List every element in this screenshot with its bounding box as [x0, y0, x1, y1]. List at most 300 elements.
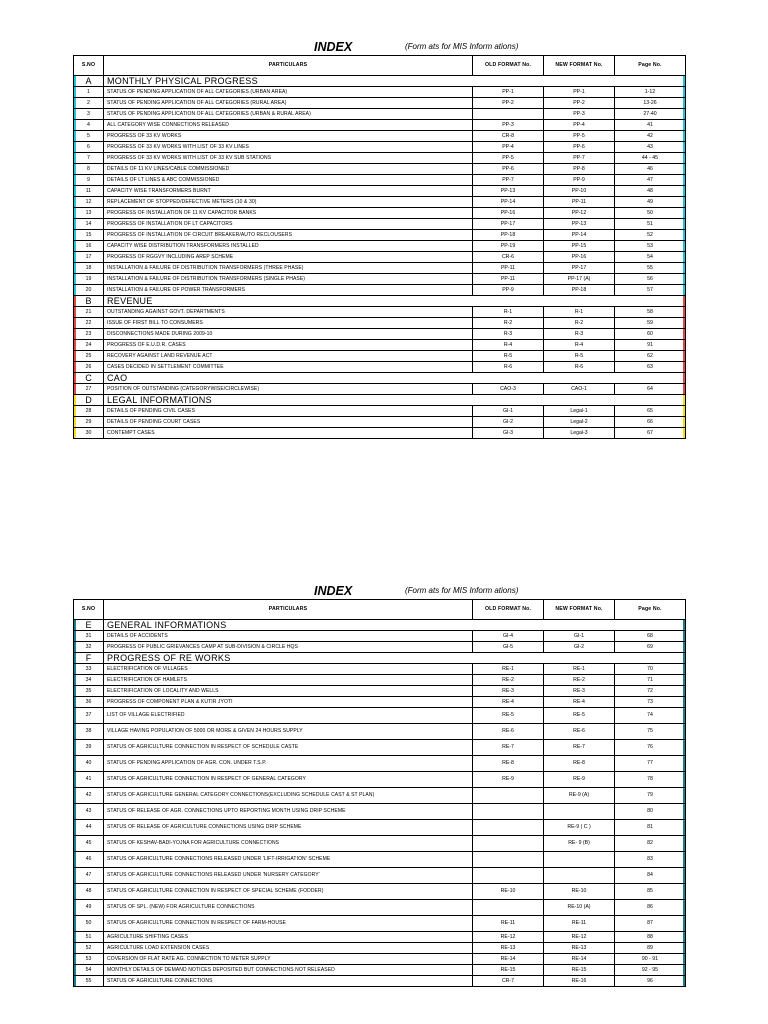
row-sno: 27 [74, 384, 104, 395]
row-sno: 47 [74, 868, 104, 884]
row-new-format: PP-18 [544, 285, 615, 296]
table-row [74, 153, 686, 164]
row-particulars: DETAILS OF LT LINES & ABC COMMISSIONED [104, 175, 473, 186]
table-row [74, 329, 686, 340]
row-sno: 11 [74, 186, 104, 197]
row-new-format: PP-15 [544, 241, 615, 252]
row-sno: 44 [74, 820, 104, 836]
row-sno: 38 [74, 724, 104, 740]
row-old-format: PP-11 [473, 263, 544, 274]
row-new-format: R-6 [544, 362, 615, 373]
row-particulars: STATUS OF AGRICULTURE CONNECTION IN RESPECT OF SPECIAL SCHEME (FODDER) [104, 884, 473, 900]
row-page-no: 90 - 91 [615, 954, 686, 965]
row-new-format: GI-1 [544, 631, 615, 642]
table-row [74, 916, 686, 932]
row-sno: 18 [74, 263, 104, 274]
row-page-no: 43 [615, 142, 686, 153]
row-particulars: RECOVERY AGAINST LAND REVENUE ACT [104, 351, 473, 362]
table-row [74, 164, 686, 175]
row-particulars: STATUS OF SPL. (NEW) FOR AGRICULTURE CONNECTIONS [104, 900, 473, 916]
row-old-format: RE-7 [473, 740, 544, 756]
table-row [74, 417, 686, 428]
row-old-format: CR-7 [473, 976, 544, 987]
row-old-format: R-2 [473, 318, 544, 329]
table-row [74, 428, 686, 439]
row-sno: 53 [74, 954, 104, 965]
row-particulars: LIST OF VILLAGE ELECTRIFIED [104, 708, 473, 724]
index-table-1 [73, 55, 686, 439]
row-new-format: CAO-1 [544, 384, 615, 395]
row-new-format: R-2 [544, 318, 615, 329]
row-particulars: REPLACEMENT OF STOPPED/DEFECTIVE METERS (10 & 30) [104, 197, 473, 208]
row-particulars: PROGRESS OF COMPONENT PLAN & KUTIR JYOTI [104, 697, 473, 708]
table-row [74, 954, 686, 965]
section-letter: B [74, 296, 104, 307]
row-new-format: Legal-3 [544, 428, 615, 439]
row-old-format: R-5 [473, 351, 544, 362]
row-old-format: RE-5 [473, 708, 544, 724]
row-page-no: 62 [615, 351, 686, 362]
row-sno: 43 [74, 804, 104, 820]
row-new-format: PP-6 [544, 142, 615, 153]
row-page-no: 48 [615, 186, 686, 197]
row-new-format: RE-8 [544, 756, 615, 772]
table-row [74, 263, 686, 274]
row-new-format: RE-6 [544, 724, 615, 740]
row-sno: 28 [74, 406, 104, 417]
row-page-no: 80 [615, 804, 686, 820]
row-new-format: RE-12 [544, 932, 615, 943]
row-particulars: INSTALLATION & FAILURE OF POWER TRANSFORMERS [104, 285, 473, 296]
row-page-no: 86 [615, 900, 686, 916]
header-old-format: OLD FORMAT No. [473, 600, 544, 620]
table-row [74, 664, 686, 675]
row-particulars: STATUS OF AGRICULTURE CONNECTIONS [104, 976, 473, 987]
row-new-format: PP-14 [544, 230, 615, 241]
row-particulars: STATUS OF AGRICULTURE CONNECTION IN RESPECT OF SCHEDULE CASTE [104, 740, 473, 756]
row-page-no: 52 [615, 230, 686, 241]
table-row [74, 708, 686, 724]
row-old-format [473, 868, 544, 884]
row-old-format: PP-2 [473, 98, 544, 109]
row-sno: 13 [74, 208, 104, 219]
row-old-format: RE-10 [473, 884, 544, 900]
row-old-format: PP-19 [473, 241, 544, 252]
table-header-row [74, 56, 686, 76]
row-particulars: STATUS OF AGRICULTURE GENERAL CATEGORY CONNECTIONS(EXCLUDING SCHEDULE CAST & ST PLAN) [104, 788, 473, 804]
row-sno: 21 [74, 307, 104, 318]
row-page-no: 41 [615, 120, 686, 131]
row-sno: 46 [74, 852, 104, 868]
table-row [74, 384, 686, 395]
row-new-format: RE-16 [544, 976, 615, 987]
row-new-format: PP-17 [544, 263, 615, 274]
row-old-format: RE-12 [473, 932, 544, 943]
table-header-row [74, 600, 686, 620]
row-sno: 41 [74, 772, 104, 788]
row-old-format: PP-6 [473, 164, 544, 175]
row-old-format [473, 788, 544, 804]
row-particulars: STATUS OF PENDING APPLICATION OF ALL CATEGORIES (URBAN AREA) [104, 87, 473, 98]
row-page-no: 59 [615, 318, 686, 329]
row-particulars: OUTSTANDING AGAINST GOVT. DEPARTMENTS [104, 307, 473, 318]
row-old-format: RE-8 [473, 756, 544, 772]
index-subtitle: (Form ats for MIS Inform ations) [405, 586, 519, 595]
row-new-format: R-1 [544, 307, 615, 318]
row-old-format: PP-3 [473, 120, 544, 131]
row-particulars: INSTALLATION & FAILURE OF DISTRIBUTION TRANSFORMERS (THREE PHASE) [104, 263, 473, 274]
row-new-format: RE-13 [544, 943, 615, 954]
row-old-format: PP-17 [473, 219, 544, 230]
row-old-format: RE-1 [473, 664, 544, 675]
row-page-no: 83 [615, 852, 686, 868]
table-row [74, 87, 686, 98]
table-row [74, 788, 686, 804]
section-letter: E [74, 620, 104, 631]
row-sno: 35 [74, 686, 104, 697]
table-row [74, 884, 686, 900]
row-particulars: STATUS OF PENDING APPLICATION OF ALL CATEGORIES (URBAN & RURAL AREA) [104, 109, 473, 120]
row-old-format [473, 900, 544, 916]
row-particulars: PROGRESS OF 33 KV WORKS WITH LIST OF 33 KV SUB STATIONS [104, 153, 473, 164]
row-new-format: Legal-1 [544, 406, 615, 417]
row-particulars: ELECTRIFICATION OF LOCALITY AND WELLS [104, 686, 473, 697]
row-page-no: 63 [615, 362, 686, 373]
table-row [74, 724, 686, 740]
row-sno: 15 [74, 230, 104, 241]
row-old-format [473, 836, 544, 852]
section-row [74, 296, 686, 307]
row-page-no: 27-40 [615, 109, 686, 120]
header-new-format: NEW FORMAT No. [544, 56, 615, 76]
row-new-format: RE-9 (A) [544, 788, 615, 804]
row-new-format: PP-5 [544, 131, 615, 142]
row-sno: 34 [74, 675, 104, 686]
row-particulars: CASES DECIDED IN SETTLEMENT COMMITTEE [104, 362, 473, 373]
row-sno: 33 [74, 664, 104, 675]
row-particulars: DISCONNECTIONS MADE DURING 2009-10 [104, 329, 473, 340]
row-particulars: PROGRESS OF INSTALLATION OF CIRCUIT BREAKER/AUTO RECLOUSERS [104, 230, 473, 241]
table-row [74, 362, 686, 373]
row-particulars: STATUS OF KESHAV-BADI-YOJNA FOR AGRICULTURE CONNECTIONS [104, 836, 473, 852]
row-particulars: STATUS OF RELEASE OF AGR. CONNECTIONS UPTO REPORTING MONTH USING DRIP SCHEME [104, 804, 473, 820]
header-sno: S.NO [74, 56, 104, 76]
section-title: MONTHLY PHYSICAL PROGRESS [104, 76, 686, 87]
row-particulars: MONTHLY DETAILS OF DEMAND NOTICES DEPOSITED BUT CONNECTIONS NOT RELEASED [104, 965, 473, 976]
row-sno: 9 [74, 175, 104, 186]
index-block-1 [73, 41, 685, 439]
row-new-format: R-5 [544, 351, 615, 362]
row-old-format: PP-14 [473, 197, 544, 208]
table-row [74, 697, 686, 708]
row-page-no: 76 [615, 740, 686, 756]
row-page-no: 79 [615, 788, 686, 804]
row-page-no: 57 [615, 285, 686, 296]
row-particulars: PROGRESS OF 33 KV WORKS [104, 131, 473, 142]
index-subtitle: (Form ats for MIS Inform ations) [405, 42, 519, 51]
row-page-no: 55 [615, 263, 686, 274]
row-particulars: DETAILS OF ACCIDENTS [104, 631, 473, 642]
row-old-format: PP-13 [473, 186, 544, 197]
table-row [74, 900, 686, 916]
section-row [74, 620, 686, 631]
row-particulars: PROGRESS OF INSTALLATION OF 11 KV CAPACITOR BANKS [104, 208, 473, 219]
row-page-no: 77 [615, 756, 686, 772]
row-sno: 48 [74, 884, 104, 900]
index-title: INDEX [314, 40, 353, 54]
row-old-format: RE-6 [473, 724, 544, 740]
row-page-no: 84 [615, 868, 686, 884]
row-page-no: 89 [615, 943, 686, 954]
row-new-format: RE-2 [544, 675, 615, 686]
row-sno: 4 [74, 120, 104, 131]
index-block-2 [73, 585, 685, 987]
header-old-format: OLD FORMAT No. [473, 56, 544, 76]
index-title-line [73, 585, 685, 599]
row-old-format: RE-11 [473, 916, 544, 932]
table-row [74, 186, 686, 197]
section-row [74, 395, 686, 406]
header-sno: S.NO [74, 600, 104, 620]
row-old-format: RE-3 [473, 686, 544, 697]
row-sno: 42 [74, 788, 104, 804]
table-row [74, 241, 686, 252]
row-sno: 8 [74, 164, 104, 175]
table-row [74, 976, 686, 987]
section-row [74, 76, 686, 87]
row-page-no: 74 [615, 708, 686, 724]
table-row [74, 230, 686, 241]
row-sno: 39 [74, 740, 104, 756]
table-row [74, 642, 686, 653]
row-old-format: CAO-3 [473, 384, 544, 395]
row-new-format: RE-9 [544, 772, 615, 788]
table-row [74, 686, 686, 697]
row-new-format: RE-15 [544, 965, 615, 976]
row-new-format: PP-11 [544, 197, 615, 208]
row-new-format: RE-11 [544, 916, 615, 932]
index-title-line [73, 41, 685, 55]
table-row [74, 274, 686, 285]
table-row [74, 804, 686, 820]
row-old-format [473, 852, 544, 868]
row-particulars: PROGRESS OF RGGVY INCLUDING AREP SCHEME [104, 252, 473, 263]
section-letter: D [74, 395, 104, 406]
row-particulars: STATUS OF PENDING APPLICATION OF ALL CATEGORIES (RURAL AREA) [104, 98, 473, 109]
table-row [74, 208, 686, 219]
row-old-format [473, 109, 544, 120]
row-sno: 40 [74, 756, 104, 772]
row-page-no: 46 [615, 164, 686, 175]
row-particulars: STATUS OF PENDING APPLICATION OF AGR. CON. UNDER T.S.P. [104, 756, 473, 772]
table-row [74, 772, 686, 788]
section-row [74, 653, 686, 664]
table-row [74, 109, 686, 120]
row-particulars: CAPACITY WISE TRANSFORMERS BURNT [104, 186, 473, 197]
index-table-2 [73, 599, 686, 987]
header-page-no: Page No. [615, 600, 686, 620]
row-new-format: PP-13 [544, 219, 615, 230]
row-page-no: 96 [615, 976, 686, 987]
row-particulars: AGRICULTURE LOAD EXTENSION CASES [104, 943, 473, 954]
row-sno: 51 [74, 932, 104, 943]
row-old-format: PP-7 [473, 175, 544, 186]
row-page-no: 51 [615, 219, 686, 230]
row-particulars: CAPACITY WISE DISTRIBUTION TRANSFORMERS INSTALLED [104, 241, 473, 252]
table-row [74, 142, 686, 153]
row-particulars: STATUS OF RELEASE OF AGRICULTURE CONNECTIONS USING DRIP SCHEME [104, 820, 473, 836]
row-new-format: PP-17 (A) [544, 274, 615, 285]
row-sno: 6 [74, 142, 104, 153]
row-new-format: RE-14 [544, 954, 615, 965]
row-new-format: GI-2 [544, 642, 615, 653]
row-sno: 49 [74, 900, 104, 916]
row-old-format: RE-15 [473, 965, 544, 976]
row-particulars: STATUS OF AGRICULTURE CONNECTIONS RELEASED UNDER 'NURSERY CATEGORY' [104, 868, 473, 884]
row-old-format: GI-5 [473, 642, 544, 653]
row-old-format: GI-1 [473, 406, 544, 417]
table-row [74, 120, 686, 131]
row-page-no: 58 [615, 307, 686, 318]
row-sno: 31 [74, 631, 104, 642]
table-row [74, 175, 686, 186]
row-particulars: PROGRESS OF INSTALLATION OF LT CAPACITORS [104, 219, 473, 230]
row-new-format: PP-12 [544, 208, 615, 219]
table-row [74, 852, 686, 868]
row-sno: 14 [74, 219, 104, 230]
row-old-format: GI-2 [473, 417, 544, 428]
row-sno: 52 [74, 943, 104, 954]
row-new-format: PP-9 [544, 175, 615, 186]
row-old-format: RE-9 [473, 772, 544, 788]
row-new-format: R-3 [544, 329, 615, 340]
row-page-no: 91 [615, 340, 686, 351]
row-page-no: 1-12 [615, 87, 686, 98]
row-page-no: 64 [615, 384, 686, 395]
row-new-format: PP-1 [544, 87, 615, 98]
row-new-format: RE-9 ( C ) [544, 820, 615, 836]
section-title: REVENUE [104, 296, 686, 307]
row-old-format: PP-9 [473, 285, 544, 296]
table-row [74, 932, 686, 943]
row-old-format: CR-8 [473, 131, 544, 142]
row-new-format: RE-7 [544, 740, 615, 756]
row-page-no: 85 [615, 884, 686, 900]
row-sno: 16 [74, 241, 104, 252]
table-row [74, 836, 686, 852]
row-particulars: ISSUE OF FIRST BILL TO CONSUMERS [104, 318, 473, 329]
row-sno: 12 [74, 197, 104, 208]
row-page-no: 72 [615, 686, 686, 697]
row-sno: 32 [74, 642, 104, 653]
table-row [74, 351, 686, 362]
table-row [74, 631, 686, 642]
row-particulars: ELECTRIFICATION OF VILLAGES [104, 664, 473, 675]
row-page-no: 56 [615, 274, 686, 285]
row-new-format: PP-10 [544, 186, 615, 197]
row-new-format: R-4 [544, 340, 615, 351]
section-letter: A [74, 76, 104, 87]
row-particulars: CONTEMPT CASES [104, 428, 473, 439]
row-sno: 50 [74, 916, 104, 932]
row-page-no: 81 [615, 820, 686, 836]
row-page-no: 73 [615, 697, 686, 708]
table-row [74, 675, 686, 686]
row-sno: 19 [74, 274, 104, 285]
section-title: CAO [104, 373, 686, 384]
row-new-format: RE-3 [544, 686, 615, 697]
row-new-format [544, 868, 615, 884]
row-particulars: AGRICULTURE SHIFTING CASES [104, 932, 473, 943]
row-sno: 54 [74, 965, 104, 976]
row-sno: 45 [74, 836, 104, 852]
row-page-no: 66 [615, 417, 686, 428]
row-sno: 1 [74, 87, 104, 98]
row-sno: 5 [74, 131, 104, 142]
row-new-format: PP-2 [544, 98, 615, 109]
row-sno: 23 [74, 329, 104, 340]
table-row [74, 252, 686, 263]
header-page-no: Page No. [615, 56, 686, 76]
row-new-format [544, 852, 615, 868]
row-new-format: Legal-2 [544, 417, 615, 428]
row-old-format: RE-13 [473, 943, 544, 954]
row-particulars: PROGRESS OF E.U.D.R. CASES [104, 340, 473, 351]
table-row [74, 965, 686, 976]
row-particulars: DETAILS OF PENDING CIVIL CASES [104, 406, 473, 417]
row-particulars: STATUS OF AGRICULTURE CONNECTION IN RESPECT OF FARM-HOUSE [104, 916, 473, 932]
row-sno: 30 [74, 428, 104, 439]
row-old-format: GI-3 [473, 428, 544, 439]
row-page-no: 87 [615, 916, 686, 932]
row-page-no: 50 [615, 208, 686, 219]
header-particulars: PARTICULARS [104, 56, 473, 76]
row-sno: 7 [74, 153, 104, 164]
row-new-format: RE-10 (A) [544, 900, 615, 916]
row-particulars: STATUS OF AGRICULTURE CONNECTIONS RELEASED UNDER 'LIFT-IRRIGATION' SCHEME [104, 852, 473, 868]
row-old-format: GI-4 [473, 631, 544, 642]
row-new-format: PP-3 [544, 109, 615, 120]
table-row [74, 131, 686, 142]
table-row [74, 318, 686, 329]
row-sno: 24 [74, 340, 104, 351]
row-particulars: COVERSION OF FLAT RATE AG. CONNECTION TO METER SUPPLY [104, 954, 473, 965]
section-letter: C [74, 373, 104, 384]
row-particulars: DETAILS OF PENDING COURT CASES [104, 417, 473, 428]
table-row [74, 219, 686, 230]
row-page-no: 88 [615, 932, 686, 943]
table-row [74, 756, 686, 772]
row-particulars: VILLAGE HAVING POPULATION OF 5000 OR MORE & GIVEN 24 HOURS SUPPLY [104, 724, 473, 740]
row-new-format [544, 804, 615, 820]
row-sno: 2 [74, 98, 104, 109]
row-sno: 17 [74, 252, 104, 263]
table-row [74, 820, 686, 836]
row-particulars: POSITION OF OUTSTANDING (CATEGORYWISE/CIRCLEWISE) [104, 384, 473, 395]
row-old-format: PP-16 [473, 208, 544, 219]
row-particulars: INSTALLATION & FAILURE OF DISTRIBUTION TRANSFORMERS (SINGLE PHASE) [104, 274, 473, 285]
row-old-format: RE-4 [473, 697, 544, 708]
table-row [74, 285, 686, 296]
row-old-format [473, 804, 544, 820]
row-old-format: PP-5 [473, 153, 544, 164]
row-sno: 37 [74, 708, 104, 724]
row-page-no: 42 [615, 131, 686, 142]
row-old-format: CR-6 [473, 252, 544, 263]
row-particulars: ALL CATEGORY WISE CONNECTIONS RELEASED [104, 120, 473, 131]
row-old-format: RE-14 [473, 954, 544, 965]
row-sno: 22 [74, 318, 104, 329]
